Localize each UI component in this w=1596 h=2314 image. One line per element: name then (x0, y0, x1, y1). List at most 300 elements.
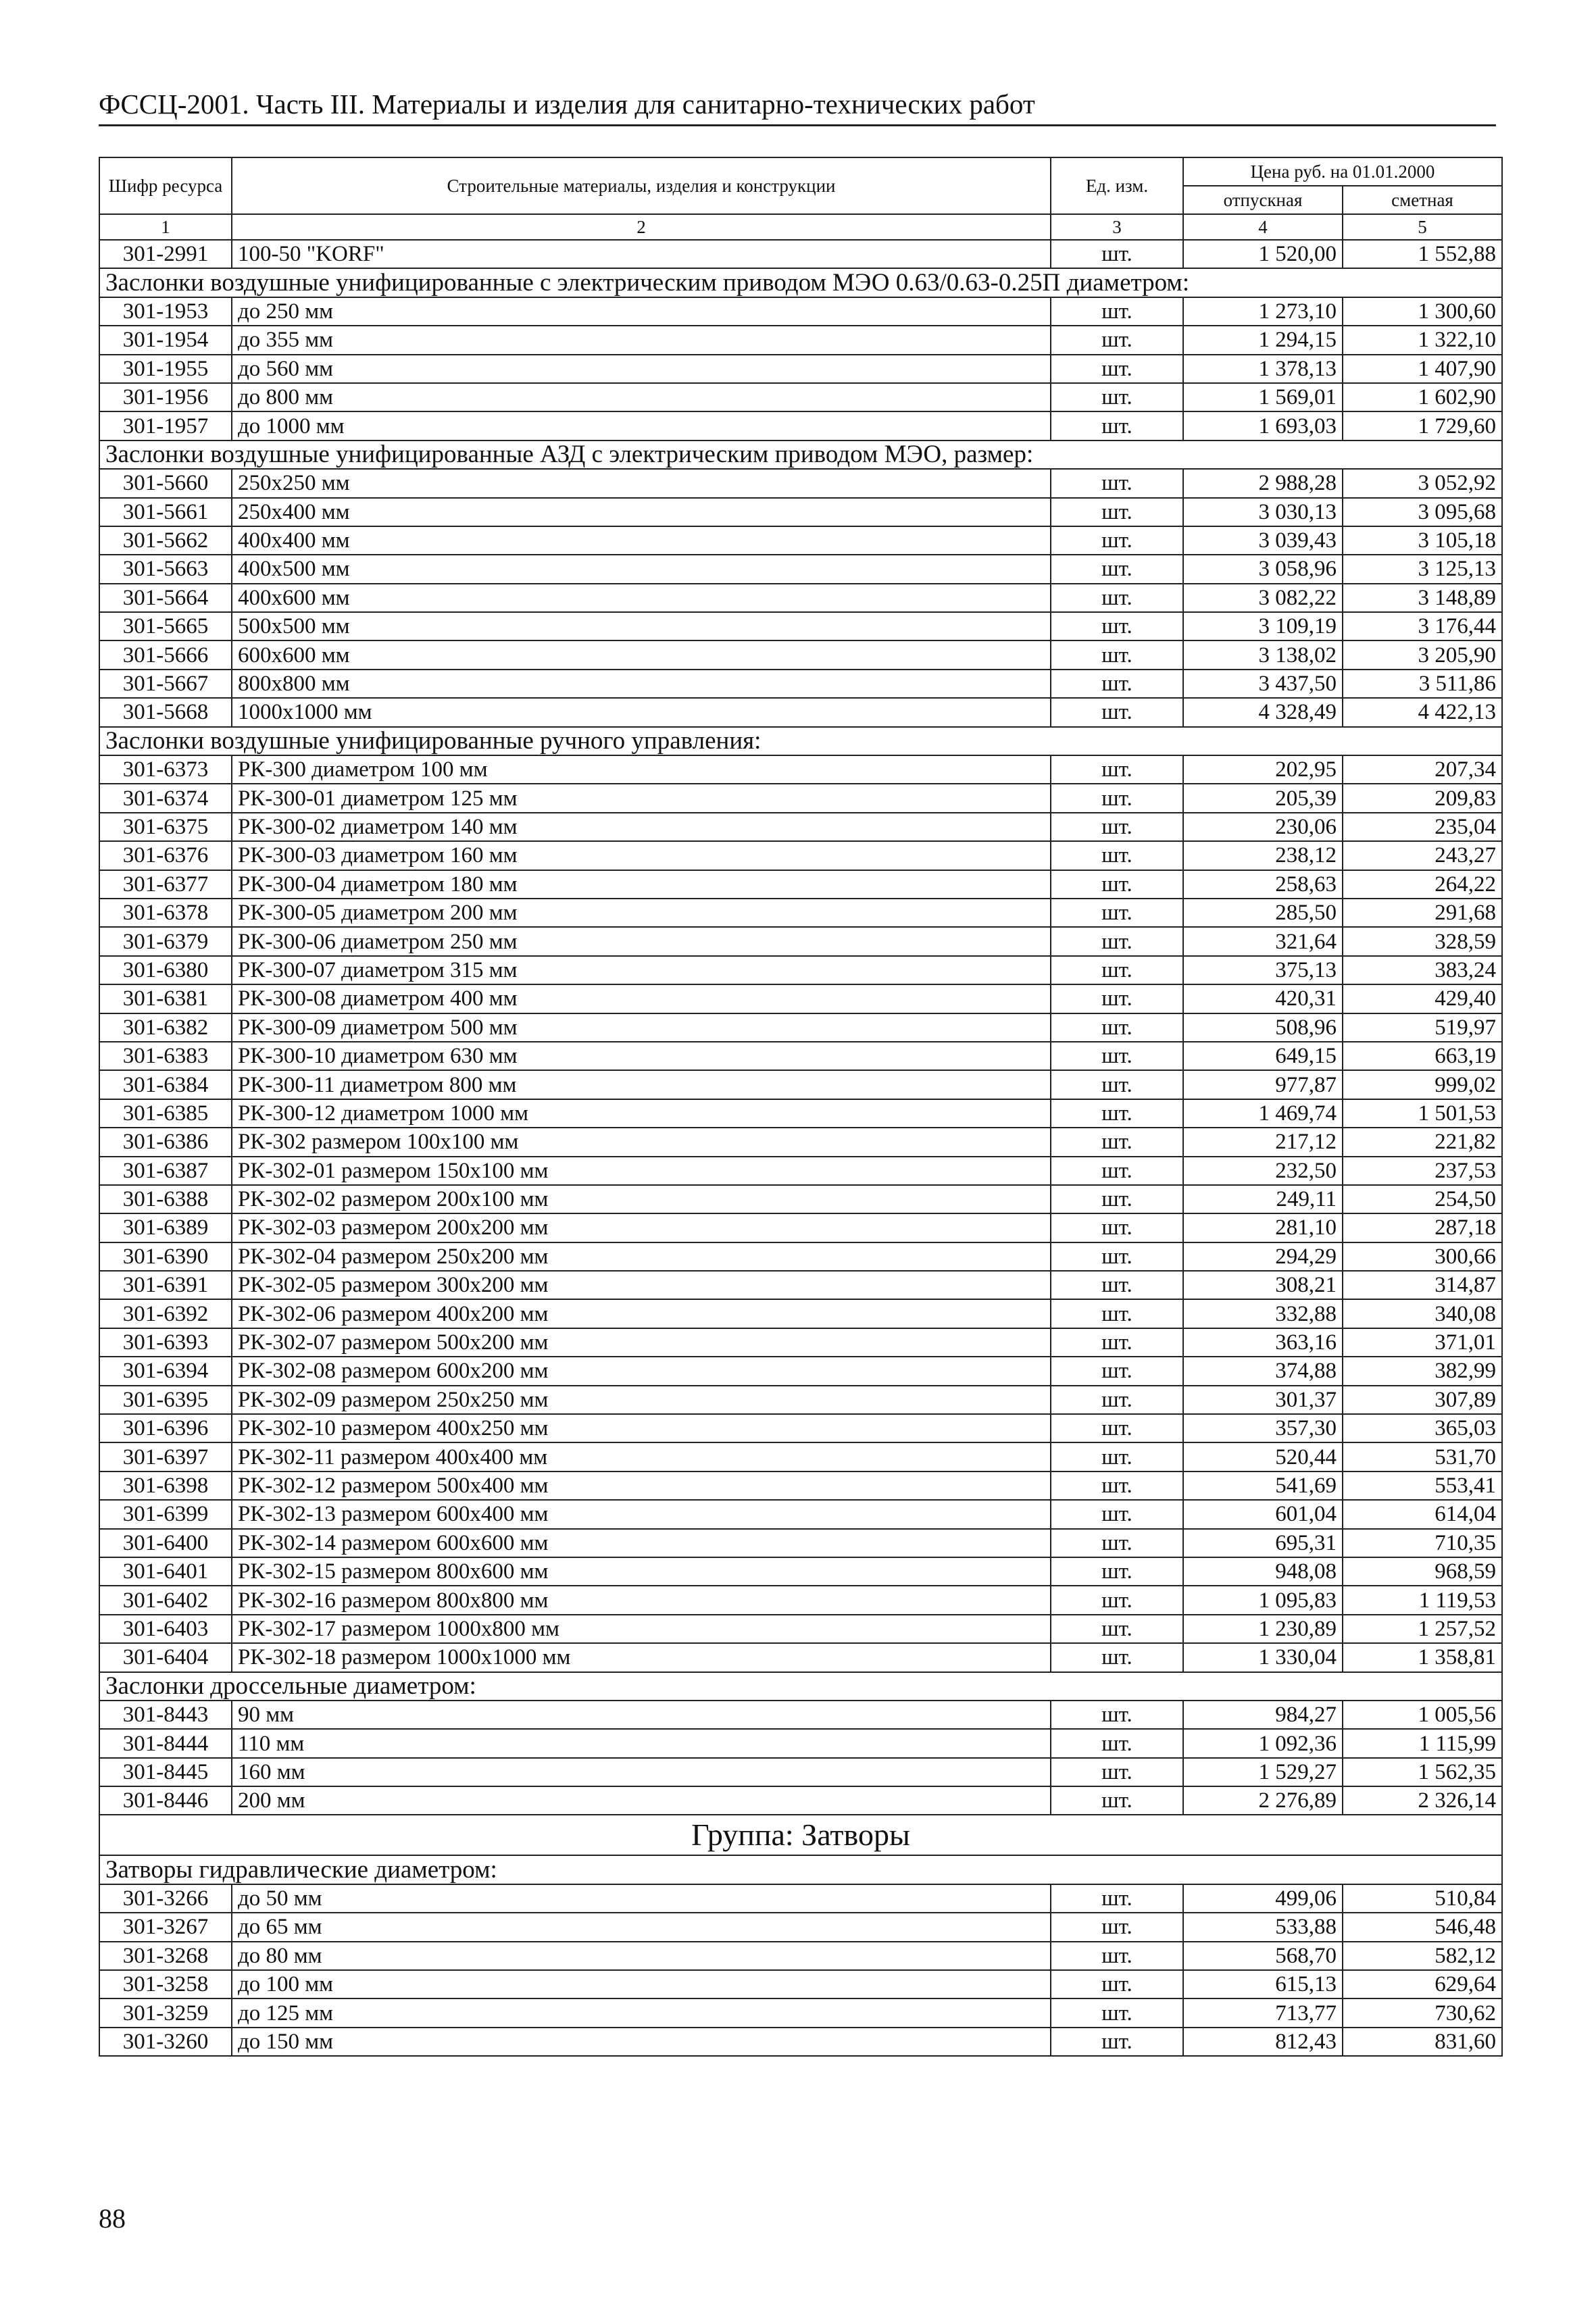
release-price-cell: 308,21 (1183, 1271, 1343, 1299)
table-row (99, 1328, 1502, 1357)
col-number: 1 (99, 214, 232, 240)
resource-code-cell: 301-6373 (99, 755, 232, 784)
estimate-price-cell: 207,34 (1343, 755, 1502, 784)
resource-code-cell: 301-1957 (99, 411, 232, 440)
resource-code-cell: 301-3266 (99, 1884, 232, 1913)
table-row (99, 469, 1502, 497)
material-name-cell: до 355 мм (232, 326, 1051, 354)
material-name-cell: РК-300-04 диаметром 180 мм (232, 870, 1051, 899)
material-name-cell: РК-302-13 размером 600x400 мм (232, 1500, 1051, 1528)
estimate-price-cell: 3 205,90 (1343, 640, 1502, 669)
material-name-cell: РК-302-02 размером 200x100 мм (232, 1185, 1051, 1213)
material-name-cell: 800x800 мм (232, 670, 1051, 698)
material-name-cell: 100-50 "KORF" (232, 240, 1051, 268)
estimate-price-cell: 3 052,92 (1343, 469, 1502, 497)
release-price-cell: 3 109,19 (1183, 612, 1343, 640)
estimate-price-cell: 237,53 (1343, 1157, 1502, 1185)
material-name-cell: РК-302-14 размером 600x600 мм (232, 1529, 1051, 1557)
release-price-cell: 533,88 (1183, 1913, 1343, 1941)
estimate-price-cell: 3 125,13 (1343, 555, 1502, 583)
release-price-cell: 363,16 (1183, 1328, 1343, 1357)
resource-code-cell: 301-2991 (99, 240, 232, 268)
material-name-cell: РК-302-04 размером 250x200 мм (232, 1242, 1051, 1271)
table-row (99, 784, 1502, 812)
material-name-cell: 500x500 мм (232, 612, 1051, 640)
unit-cell: шт. (1051, 1185, 1183, 1213)
material-name-cell: РК-302 размером 100x100 мм (232, 1128, 1051, 1156)
estimate-price-cell: 1 407,90 (1343, 355, 1502, 383)
unit-cell: шт. (1051, 411, 1183, 440)
resource-code-cell: 301-6396 (99, 1414, 232, 1442)
release-price-cell: 3 058,96 (1183, 555, 1343, 583)
release-price-cell: 649,15 (1183, 1042, 1343, 1070)
resource-code-cell: 301-6393 (99, 1328, 232, 1357)
estimate-price-cell: 383,24 (1343, 956, 1502, 984)
release-price-cell: 375,13 (1183, 956, 1343, 984)
section-heading-row (99, 1672, 1502, 1701)
section-heading-row (99, 727, 1502, 755)
resource-code-cell: 301-6379 (99, 927, 232, 955)
release-price-cell: 695,31 (1183, 1529, 1343, 1557)
release-price-cell: 4 328,49 (1183, 698, 1343, 726)
unit-cell: шт. (1051, 1042, 1183, 1070)
table-row (99, 670, 1502, 698)
release-price-cell: 1 273,10 (1183, 297, 1343, 326)
table-row (99, 841, 1502, 870)
table-row (99, 612, 1502, 640)
resource-code-cell: 301-6375 (99, 813, 232, 841)
resource-code-cell: 301-6387 (99, 1157, 232, 1185)
release-price-cell: 374,88 (1183, 1357, 1343, 1385)
material-name-cell: РК-302-03 размером 200x200 мм (232, 1213, 1051, 1242)
col-header-release: отпускная (1183, 186, 1343, 214)
estimate-price-cell: 663,19 (1343, 1042, 1502, 1070)
table-body (99, 240, 1502, 2056)
unit-cell: шт. (1051, 984, 1183, 1013)
table-row (99, 1970, 1502, 1998)
section-heading-row (99, 268, 1502, 297)
estimate-price-cell: 999,02 (1343, 1070, 1502, 1099)
estimate-price-cell: 1 115,99 (1343, 1729, 1502, 1757)
resource-code-cell: 301-5663 (99, 555, 232, 583)
table-row (99, 1529, 1502, 1557)
unit-cell: шт. (1051, 1472, 1183, 1500)
resource-code-cell: 301-1954 (99, 326, 232, 354)
release-price-cell: 332,88 (1183, 1299, 1343, 1328)
table-row (99, 1942, 1502, 1970)
unit-cell: шт. (1051, 698, 1183, 726)
unit-cell: шт. (1051, 1586, 1183, 1614)
unit-cell: шт. (1051, 555, 1183, 583)
release-price-cell: 232,50 (1183, 1157, 1343, 1185)
release-price-cell: 217,12 (1183, 1128, 1343, 1156)
resource-code-cell: 301-3267 (99, 1913, 232, 1941)
resource-code-cell: 301-6383 (99, 1042, 232, 1070)
estimate-price-cell: 254,50 (1343, 1185, 1502, 1213)
resource-code-cell: 301-6394 (99, 1357, 232, 1385)
table-row (99, 1042, 1502, 1070)
resource-code-cell: 301-6400 (99, 1529, 232, 1557)
estimate-price-cell: 531,70 (1343, 1442, 1502, 1471)
resource-code-cell: 301-8446 (99, 1786, 232, 1815)
release-price-cell: 258,63 (1183, 870, 1343, 899)
estimate-price-cell: 4 422,13 (1343, 698, 1502, 726)
resource-code-cell: 301-6389 (99, 1213, 232, 1242)
table-row (99, 1729, 1502, 1757)
resource-code-cell: 301-5664 (99, 584, 232, 612)
release-price-cell: 238,12 (1183, 841, 1343, 870)
table-row (99, 1414, 1502, 1442)
table-row (99, 1128, 1502, 1156)
material-name-cell: 400x600 мм (232, 584, 1051, 612)
group-heading-row (99, 1815, 1502, 1855)
col-number: 3 (1051, 214, 1183, 240)
unit-cell: шт. (1051, 1970, 1183, 1998)
resource-code-cell: 301-5662 (99, 526, 232, 555)
material-name-cell: 250x400 мм (232, 498, 1051, 526)
release-price-cell: 3 039,43 (1183, 526, 1343, 555)
release-price-cell: 301,37 (1183, 1386, 1343, 1414)
estimate-price-cell: 1 322,10 (1343, 326, 1502, 354)
section-heading: Заслонки воздушные унифицированные АЗД с электрическим приводом МЭО, размер: (99, 441, 1502, 469)
table-row (99, 526, 1502, 555)
material-name-cell: 1000x1000 мм (232, 698, 1051, 726)
resource-code-cell: 301-8445 (99, 1758, 232, 1786)
unit-cell: шт. (1051, 1157, 1183, 1185)
unit-cell: шт. (1051, 1414, 1183, 1442)
resource-code-cell: 301-6381 (99, 984, 232, 1013)
resource-code-cell: 301-5660 (99, 469, 232, 497)
estimate-price-cell: 371,01 (1343, 1328, 1502, 1357)
estimate-price-cell: 365,03 (1343, 1414, 1502, 1442)
table-row (99, 498, 1502, 526)
section-heading: Заслонки воздушные унифицированные ручного управления: (99, 727, 1502, 755)
estimate-price-cell: 519,97 (1343, 1013, 1502, 1042)
group-heading: Группа: Затворы (99, 1815, 1502, 1855)
material-name-cell: 600x600 мм (232, 640, 1051, 669)
release-price-cell: 1 469,74 (1183, 1099, 1343, 1128)
unit-cell: шт. (1051, 1213, 1183, 1242)
estimate-price-cell: 1 257,52 (1343, 1615, 1502, 1643)
table-row (99, 555, 1502, 583)
estimate-price-cell: 3 105,18 (1343, 526, 1502, 555)
material-name-cell: РК-300 диаметром 100 мм (232, 755, 1051, 784)
resource-code-cell: 301-6388 (99, 1185, 232, 1213)
resource-code-cell: 301-5665 (99, 612, 232, 640)
resource-code-cell: 301-6390 (99, 1242, 232, 1271)
table-row (99, 1786, 1502, 1815)
estimate-price-cell: 300,66 (1343, 1242, 1502, 1271)
unit-cell: шт. (1051, 927, 1183, 955)
unit-cell: шт. (1051, 1128, 1183, 1156)
estimate-price-cell: 429,40 (1343, 984, 1502, 1013)
running-header: ФССЦ-2001. Часть III. Материалы и изделия для санитарно-технических работ (99, 86, 1496, 126)
unit-cell: шт. (1051, 670, 1183, 698)
release-price-cell: 321,64 (1183, 927, 1343, 955)
material-name-cell: РК-300-01 диаметром 125 мм (232, 784, 1051, 812)
release-price-cell: 1 529,27 (1183, 1758, 1343, 1786)
unit-cell: шт. (1051, 755, 1183, 784)
material-name-cell: РК-302-17 размером 1000x800 мм (232, 1615, 1051, 1643)
material-name-cell: РК-302-09 размером 250x250 мм (232, 1386, 1051, 1414)
release-price-cell: 520,44 (1183, 1442, 1343, 1471)
estimate-price-cell: 831,60 (1343, 2028, 1502, 2056)
material-name-cell: РК-300-03 диаметром 160 мм (232, 841, 1051, 870)
col-number: 5 (1343, 214, 1502, 240)
unit-cell: шт. (1051, 526, 1183, 555)
resource-code-cell: 301-6386 (99, 1128, 232, 1156)
col-header-price: Цена руб. на 01.01.2000 (1183, 157, 1502, 186)
estimate-price-cell: 307,89 (1343, 1386, 1502, 1414)
table-row (99, 1701, 1502, 1729)
col-header-name: Строительные материалы, изделия и конструкции (232, 157, 1051, 214)
table-row (99, 411, 1502, 440)
table-row (99, 1442, 1502, 1471)
unit-cell: шт. (1051, 1013, 1183, 1042)
section-heading-row (99, 441, 1502, 469)
unit-cell: шт. (1051, 1942, 1183, 1970)
table-header (99, 157, 1502, 240)
release-price-cell: 568,70 (1183, 1942, 1343, 1970)
resource-code-cell: 301-1956 (99, 383, 232, 411)
col-number: 4 (1183, 214, 1343, 240)
resource-code-cell: 301-6399 (99, 1500, 232, 1528)
unit-cell: шт. (1051, 1099, 1183, 1128)
material-name-cell: РК-300-10 диаметром 630 мм (232, 1042, 1051, 1070)
estimate-price-cell: 3 176,44 (1343, 612, 1502, 640)
unit-cell: шт. (1051, 1242, 1183, 1271)
table-row (99, 1758, 1502, 1786)
unit-cell: шт. (1051, 1786, 1183, 1815)
table-row (99, 240, 1502, 268)
material-name-cell: РК-302-16 размером 800x800 мм (232, 1586, 1051, 1614)
table-row (99, 1472, 1502, 1500)
resource-code-cell: 301-1953 (99, 297, 232, 326)
unit-cell: шт. (1051, 1615, 1183, 1643)
unit-cell: шт. (1051, 469, 1183, 497)
table-row (99, 870, 1502, 899)
table-row (99, 1357, 1502, 1385)
unit-cell: шт. (1051, 1070, 1183, 1099)
col-header-code: Шифр ресурса (99, 157, 232, 214)
release-price-cell: 1 092,36 (1183, 1729, 1343, 1757)
resource-code-cell: 301-3259 (99, 1998, 232, 2027)
material-name-cell: 160 мм (232, 1758, 1051, 1786)
estimate-price-cell: 1 005,56 (1343, 1701, 1502, 1729)
table-row (99, 355, 1502, 383)
material-name-cell: РК-302-11 размером 400x400 мм (232, 1442, 1051, 1471)
release-price-cell: 3 082,22 (1183, 584, 1343, 612)
resource-code-cell: 301-6374 (99, 784, 232, 812)
table-row (99, 927, 1502, 955)
resource-code-cell: 301-6384 (99, 1070, 232, 1099)
material-name-cell: РК-302-01 размером 150x100 мм (232, 1157, 1051, 1185)
material-name-cell: до 125 мм (232, 1998, 1051, 2027)
material-name-cell: РК-300-12 диаметром 1000 мм (232, 1099, 1051, 1128)
unit-cell: шт. (1051, 870, 1183, 899)
unit-cell: шт. (1051, 813, 1183, 841)
resource-code-cell: 301-5661 (99, 498, 232, 526)
estimate-price-cell: 629,64 (1343, 1970, 1502, 1998)
release-price-cell: 1 693,03 (1183, 411, 1343, 440)
estimate-price-cell: 614,04 (1343, 1500, 1502, 1528)
release-price-cell: 281,10 (1183, 1213, 1343, 1242)
unit-cell: шт. (1051, 1500, 1183, 1528)
material-name-cell: до 80 мм (232, 1942, 1051, 1970)
estimate-price-cell: 1 552,88 (1343, 240, 1502, 268)
estimate-price-cell: 1 562,35 (1343, 1758, 1502, 1786)
unit-cell: шт. (1051, 240, 1183, 268)
unit-cell: шт. (1051, 1442, 1183, 1471)
table-row (99, 1099, 1502, 1128)
unit-cell: шт. (1051, 1701, 1183, 1729)
resource-code-cell: 301-1955 (99, 355, 232, 383)
release-price-cell: 202,95 (1183, 755, 1343, 784)
material-name-cell: 200 мм (232, 1786, 1051, 1815)
table-row (99, 755, 1502, 784)
estimate-price-cell: 2 326,14 (1343, 1786, 1502, 1815)
resource-code-cell: 301-6404 (99, 1643, 232, 1671)
material-name-cell: РК-302-07 размером 500x200 мм (232, 1328, 1051, 1357)
table-row (99, 1386, 1502, 1414)
table-row (99, 1299, 1502, 1328)
material-name-cell: РК-300-07 диаметром 315 мм (232, 956, 1051, 984)
release-price-cell: 230,06 (1183, 813, 1343, 841)
section-heading: Заслонки дроссельные диаметром: (99, 1672, 1502, 1701)
unit-cell: шт. (1051, 584, 1183, 612)
release-price-cell: 984,27 (1183, 1701, 1343, 1729)
section-heading: Затворы гидравлические диаметром: (99, 1855, 1502, 1884)
release-price-cell: 508,96 (1183, 1013, 1343, 1042)
estimate-price-cell: 710,35 (1343, 1529, 1502, 1557)
unit-cell: шт. (1051, 2028, 1183, 2056)
material-name-cell: РК-302-05 размером 300x200 мм (232, 1271, 1051, 1299)
unit-cell: шт. (1051, 956, 1183, 984)
resource-code-cell: 301-6376 (99, 841, 232, 870)
table-row (99, 1884, 1502, 1913)
resource-code-cell: 301-6391 (99, 1271, 232, 1299)
table-row (99, 1586, 1502, 1614)
release-price-cell: 1 330,04 (1183, 1643, 1343, 1671)
table-row (99, 1913, 1502, 1941)
table-row (99, 698, 1502, 726)
col-header-unit: Ед. изм. (1051, 157, 1183, 214)
table-row (99, 1013, 1502, 1042)
release-price-cell: 285,50 (1183, 899, 1343, 927)
table-row (99, 640, 1502, 669)
unit-cell: шт. (1051, 1299, 1183, 1328)
release-price-cell: 1 294,15 (1183, 326, 1343, 354)
resource-code-cell: 301-8443 (99, 1701, 232, 1729)
estimate-price-cell: 287,18 (1343, 1213, 1502, 1242)
section-heading-row (99, 1855, 1502, 1884)
release-price-cell: 357,30 (1183, 1414, 1343, 1442)
unit-cell: шт. (1051, 498, 1183, 526)
material-name-cell: РК-300-06 диаметром 250 мм (232, 927, 1051, 955)
resource-code-cell: 301-6402 (99, 1586, 232, 1614)
table-row (99, 899, 1502, 927)
material-name-cell: до 250 мм (232, 297, 1051, 326)
estimate-price-cell: 546,48 (1343, 1913, 1502, 1941)
table-row (99, 1070, 1502, 1099)
unit-cell: шт. (1051, 383, 1183, 411)
release-price-cell: 294,29 (1183, 1242, 1343, 1271)
estimate-price-cell: 3 148,89 (1343, 584, 1502, 612)
unit-cell: шт. (1051, 1529, 1183, 1557)
release-price-cell: 3 437,50 (1183, 670, 1343, 698)
estimate-price-cell: 235,04 (1343, 813, 1502, 841)
table-row (99, 956, 1502, 984)
estimate-price-cell: 510,84 (1343, 1884, 1502, 1913)
unit-cell: шт. (1051, 1729, 1183, 1757)
release-price-cell: 499,06 (1183, 1884, 1343, 1913)
page-number: 88 (99, 2203, 126, 2234)
unit-cell: шт. (1051, 1271, 1183, 1299)
material-name-cell: РК-302-08 размером 600x200 мм (232, 1357, 1051, 1385)
table-row (99, 1213, 1502, 1242)
unit-cell: шт. (1051, 784, 1183, 812)
unit-cell: шт. (1051, 1328, 1183, 1357)
unit-cell: шт. (1051, 841, 1183, 870)
resource-code-cell: 301-6403 (99, 1615, 232, 1643)
release-price-cell: 541,69 (1183, 1472, 1343, 1500)
unit-cell: шт. (1051, 640, 1183, 669)
material-name-cell: РК-302-18 размером 1000x1000 мм (232, 1643, 1051, 1671)
resource-code-cell: 301-6377 (99, 870, 232, 899)
resource-code-cell: 301-8444 (99, 1729, 232, 1757)
col-header-estimate: сметная (1343, 186, 1502, 214)
estimate-price-cell: 553,41 (1343, 1472, 1502, 1500)
resource-code-cell: 301-5667 (99, 670, 232, 698)
release-price-cell: 1 520,00 (1183, 240, 1343, 268)
release-price-cell: 1 230,89 (1183, 1615, 1343, 1643)
material-name-cell: до 65 мм (232, 1913, 1051, 1941)
material-name-cell: до 560 мм (232, 355, 1051, 383)
resource-code-cell: 301-6385 (99, 1099, 232, 1128)
resource-code-cell: 301-6397 (99, 1442, 232, 1471)
material-name-cell: 400x400 мм (232, 526, 1051, 555)
estimate-price-cell: 221,82 (1343, 1128, 1502, 1156)
estimate-price-cell: 1 358,81 (1343, 1643, 1502, 1671)
table-row (99, 984, 1502, 1013)
material-name-cell: РК-302-15 размером 800x600 мм (232, 1557, 1051, 1586)
resource-code-cell: 301-6382 (99, 1013, 232, 1042)
estimate-price-cell: 3 511,86 (1343, 670, 1502, 698)
estimate-price-cell: 3 095,68 (1343, 498, 1502, 526)
material-name-cell: 90 мм (232, 1701, 1051, 1729)
estimate-price-cell: 968,59 (1343, 1557, 1502, 1586)
release-price-cell: 713,77 (1183, 1998, 1343, 2027)
unit-cell: шт. (1051, 1557, 1183, 1586)
release-price-cell: 2 988,28 (1183, 469, 1343, 497)
material-name-cell: до 1000 мм (232, 411, 1051, 440)
resource-code-cell: 301-5666 (99, 640, 232, 669)
section-heading: Заслонки воздушные унифицированные с электрическим приводом МЭО 0.63/0.63-0.25П диаметром: (99, 268, 1502, 297)
unit-cell: шт. (1051, 1643, 1183, 1671)
resource-code-cell: 301-6378 (99, 899, 232, 927)
price-table (99, 157, 1503, 2057)
material-name-cell: РК-302-12 размером 500x400 мм (232, 1472, 1051, 1500)
resource-code-cell: 301-3268 (99, 1942, 232, 1970)
table-row (99, 1242, 1502, 1271)
material-name-cell: 250x250 мм (232, 469, 1051, 497)
unit-cell: шт. (1051, 1386, 1183, 1414)
resource-code-cell: 301-3260 (99, 2028, 232, 2056)
estimate-price-cell: 209,83 (1343, 784, 1502, 812)
estimate-price-cell: 1 602,90 (1343, 383, 1502, 411)
estimate-price-cell: 1 119,53 (1343, 1586, 1502, 1614)
estimate-price-cell: 340,08 (1343, 1299, 1502, 1328)
